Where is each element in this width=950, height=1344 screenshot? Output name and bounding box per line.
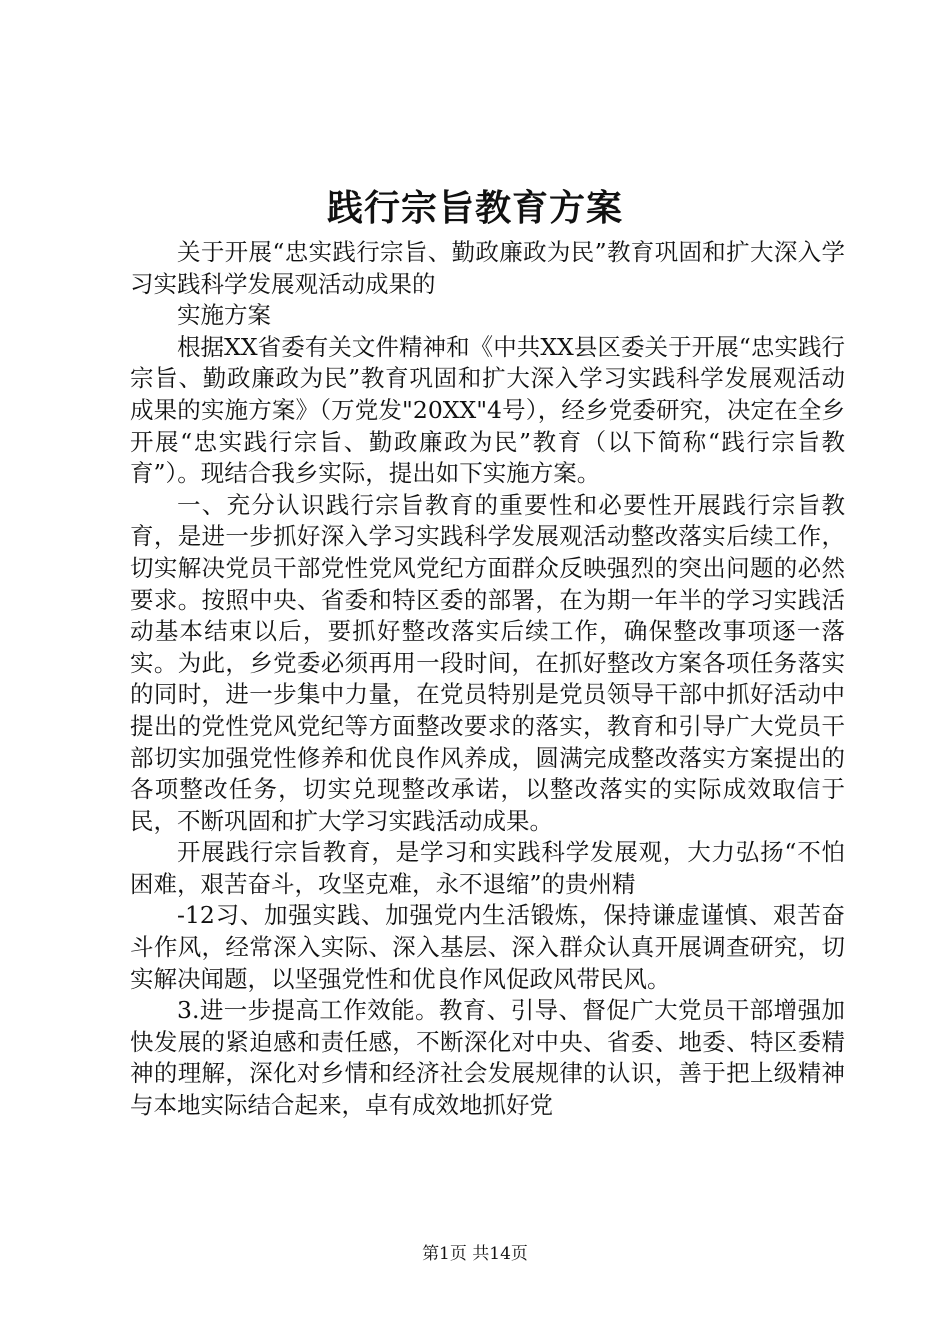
document-title: 践行宗旨教育方案 [326, 187, 623, 229]
document-body [130, 237, 845, 1122]
paragraph-heading-line: 关于开展“忠实践行宗旨、勤政廉政为民”教育巩固和扩大深入学习实践科学发展观活动成果的 [130, 238, 845, 298]
paragraph-intro: 根据XX省委有关文件精神和《中共XX县区委关于开展“忠实践行宗旨、勤政廉政为民”教育巩固和扩大深入学习实践科学发展观活动成果的实施方案》（万党发"20XX"4号），经乡党委研究，决定在全乡开展“忠实践行宗旨、勤政廉政为民”教育（以下简称“践行宗旨教育”）。现结合我乡实际，提出如下实施方案。 [130, 332, 845, 488]
paragraph-heading-subtitle: 实施方案 [177, 301, 271, 330]
paragraph-spirit: 开展践行宗旨教育，是学习和实践科学发展观，大力弘扬“不怕困难，艰苦奋斗，攻坚克难，永不退缩”的贵州精 [130, 838, 845, 898]
paragraph-item-three: 3.进一步提高工作效能。教育、引导、督促广大党员干部增强加快发展的紧迫感和责任感，不断深化对中央、省委、地委、特区委精神的理解，深化对乡情和经济社会发展规律的认识，善于把上级精神与本地实际结合起来，卓有成效地抓好党 [130, 996, 845, 1120]
paragraph-fragment: -12习、加强实践、加强党内生活锻炼，保持谦虚谨慎、艰苦奋斗作风，经常深入实际、深入基层、深入群众认真开展调查研究，切实解决闻题，以坚强党性和优良作风促政风带民风。 [130, 901, 845, 993]
paragraph-section-one: 一、充分认识践行宗旨教育的重要性和必要性开展践行宗旨教育，是进一步抓好深入学习实践科学发展观活动整改落实后续工作，切实解决党员干部党性党风党纪方面群众反映强烈的突出问题的必然要求。按照中央、省委和特区委的部署，在为期一年半的学习实践活动基本结束以后，要抓好整改落实后续工作，确保整改事项逐一落实。为此，乡党委必须再用一段时间，在抓好整改方案各项任务落实的同时，进一步集中力量，在党员特别是党员领导干部中抓好活动中提出的党性党风党纪等方面整改要求的落实，教育和引导广大党员干部切实加强党性修养和优良作风养成，圆满完成整改落实方案提出的各项整改任务，切实兑现整改承诺，以整改落实的实际成效取信于民，不断巩固和扩大学习实践活动成果。 [130, 490, 845, 835]
page-number: 第1页 共14页 [422, 1244, 528, 1264]
